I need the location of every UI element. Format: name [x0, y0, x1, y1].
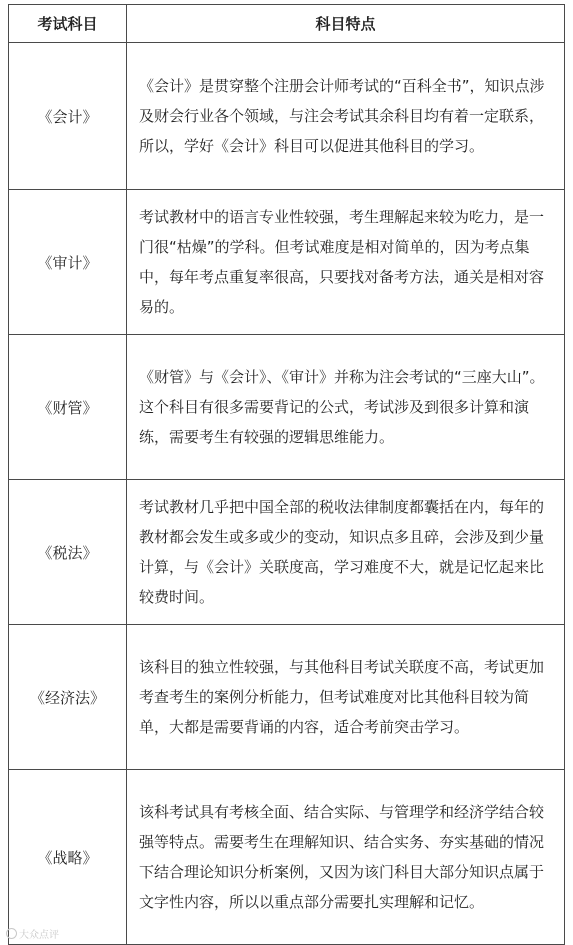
description-cell: 该科目的独立性较强，与其他科目考试关联度不高，考试更加考查考生的案例分析能力，但考试难度对比其他科目较为简单，大都是需要背诵的内容，适合考前突击学习。 [127, 625, 565, 770]
subject-cell: 《战略》 [9, 770, 127, 945]
description-cell: 考试教材几乎把中国全部的税收法律制度都囊括在内，每年的教材都会发生或多或少的变动，知识点多且碎，会涉及到少量计算，与《会计》关联度高，学习难度不大，就是记忆起来比较费时间。 [127, 480, 565, 625]
table-header-row [9, 5, 565, 43]
header-features: 科目特点 [127, 5, 565, 43]
table-row [9, 480, 565, 625]
description-cell: 考试教材中的语言专业性较强，考生理解起来较为吃力，是一门很“枯燥”的学科。但考试难度是相对简单的，因为考点集中，每年考点重复率很高，只要找对备考方法，通关是相对容易的。 [127, 190, 565, 335]
subject-table-container [8, 4, 564, 945]
table-row [9, 335, 565, 480]
table-row [9, 43, 565, 190]
subject-cell: 《审计》 [9, 190, 127, 335]
watermark-logo-icon [6, 928, 17, 939]
watermark-text: 大众点评 [19, 930, 59, 941]
table-row [9, 625, 565, 770]
description-cell: 该科考试具有考核全面、结合实际、与管理学和经济学结合较强等特点。需要考生在理解知识、结合实务、夯实基础的情况下结合理论知识分析案例，又因为该门科目大部分知识点属于文字性内容，所以以重点部分需要扎实理解和记忆。 [127, 770, 565, 945]
subject-cell: 《会计》 [9, 43, 127, 190]
watermark [6, 926, 59, 941]
subject-table [8, 4, 565, 945]
table-row [9, 770, 565, 945]
subject-cell: 《财管》 [9, 335, 127, 480]
header-subject: 考试科目 [9, 5, 127, 43]
table-row [9, 190, 565, 335]
description-cell: 《财管》与《会计》、《审计》并称为注会考试的“三座大山”。这个科目有很多需要背记的公式，考试涉及到很多计算和演练，需要考生有较强的逻辑思维能力。 [127, 335, 565, 480]
subject-cell: 《税法》 [9, 480, 127, 625]
subject-cell: 《经济法》 [9, 625, 127, 770]
description-cell: 《会计》是贯穿整个注册会计师考试的“百科全书”，知识点涉及财会行业各个领域，与注会考试其余科目均有着一定联系，所以，学好《会计》科目可以促进其他科目的学习。 [127, 43, 565, 190]
